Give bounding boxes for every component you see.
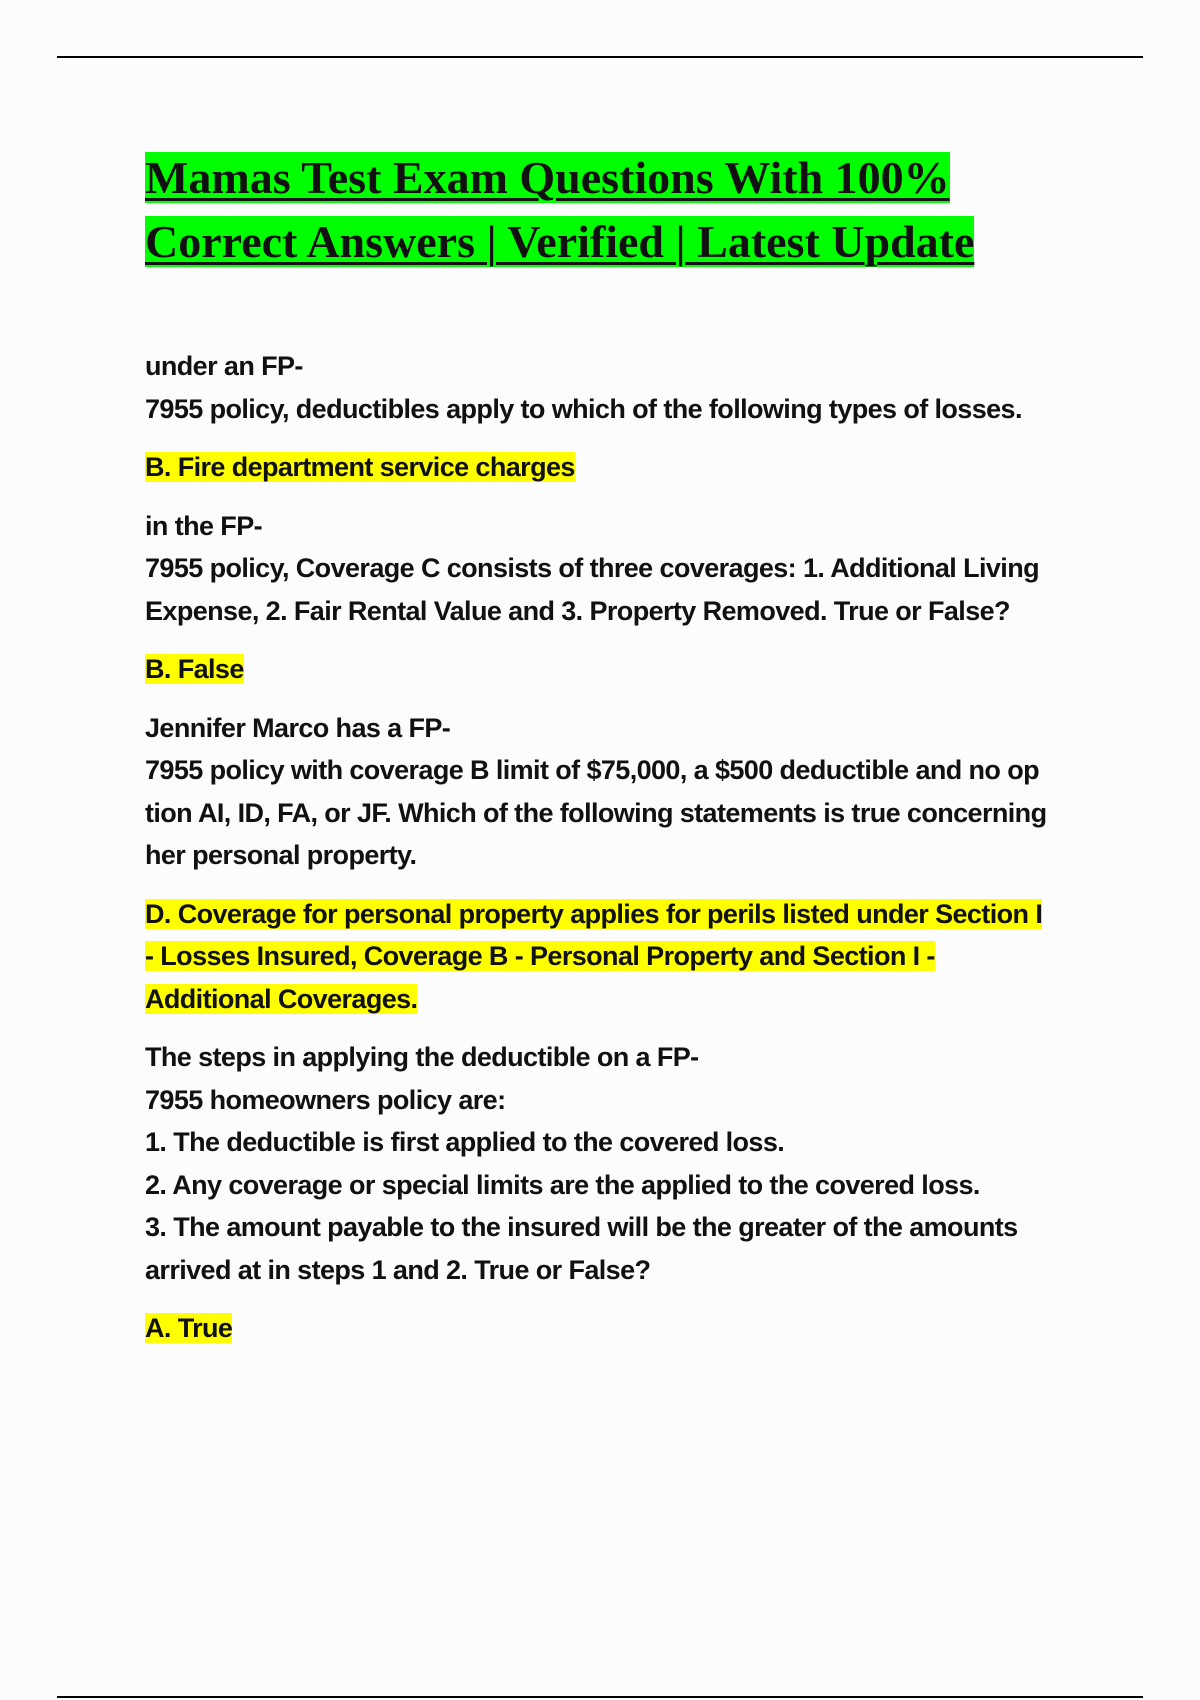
bottom-rule xyxy=(57,1696,1143,1698)
answer-line: - Losses Insured, Coverage B - Personal Property and Section I - xyxy=(145,941,935,971)
question-line: The steps in applying the deductible on a FP- xyxy=(145,1042,699,1072)
top-rule xyxy=(57,56,1143,58)
question-line: Expense, 2. Fair Rental Value and 3. Property Removed. True or False? xyxy=(145,595,1010,626)
question-line: 7955 policy with coverage B limit of $75,000, a $500 deductible and no op xyxy=(145,755,1040,785)
answer-3 xyxy=(145,893,1105,1021)
title-line-1: Mamas Test Exam Questions With 100% xyxy=(145,152,950,203)
question-line: tion AI, ID, FA, or JF. Which of the following statements is true concerning xyxy=(145,797,1047,828)
qa-content xyxy=(145,345,1105,1366)
question-line: arrived at in steps 1 and 2. True or False? xyxy=(145,1254,651,1285)
question-line: 7955 homeowners policy are: xyxy=(145,1084,506,1115)
answer-1 xyxy=(145,446,1105,489)
question-line: in the FP- xyxy=(145,510,262,541)
answer-4 xyxy=(145,1307,1105,1350)
answer-line: D. Coverage for personal property applies for perils listed under Section I xyxy=(145,898,1043,929)
title-line-2: Correct Answers | Verified | Latest Update xyxy=(145,216,975,267)
question-line: 2. Any coverage or special limits are the applied to the covered loss. xyxy=(145,1169,980,1200)
question-line: 3. The amount payable to the insured will be the greater of the amounts xyxy=(145,1212,1018,1242)
question-line: her personal property. xyxy=(145,840,417,870)
question-line: 7955 policy, Coverage C consists of three coverages: 1. Additional Living xyxy=(145,553,1039,583)
document-title xyxy=(145,146,1105,274)
answer-2 xyxy=(145,648,1105,691)
answer-line: A. True xyxy=(145,1313,233,1343)
question-line: 7955 policy, deductibles apply to which of the following types of losses. xyxy=(145,393,1022,424)
answer-line: Additional Coverages. xyxy=(145,983,418,1014)
question-line: 1. The deductible is first applied to the covered loss. xyxy=(145,1127,785,1157)
question-2 xyxy=(145,505,1105,633)
answer-line: B. False xyxy=(145,654,244,684)
question-line: Jennifer Marco has a FP- xyxy=(145,712,451,743)
question-line: under an FP- xyxy=(145,351,303,381)
question-3 xyxy=(145,707,1105,877)
answer-line: B. Fire department service charges xyxy=(145,452,575,482)
question-4 xyxy=(145,1036,1105,1291)
question-1 xyxy=(145,345,1105,430)
